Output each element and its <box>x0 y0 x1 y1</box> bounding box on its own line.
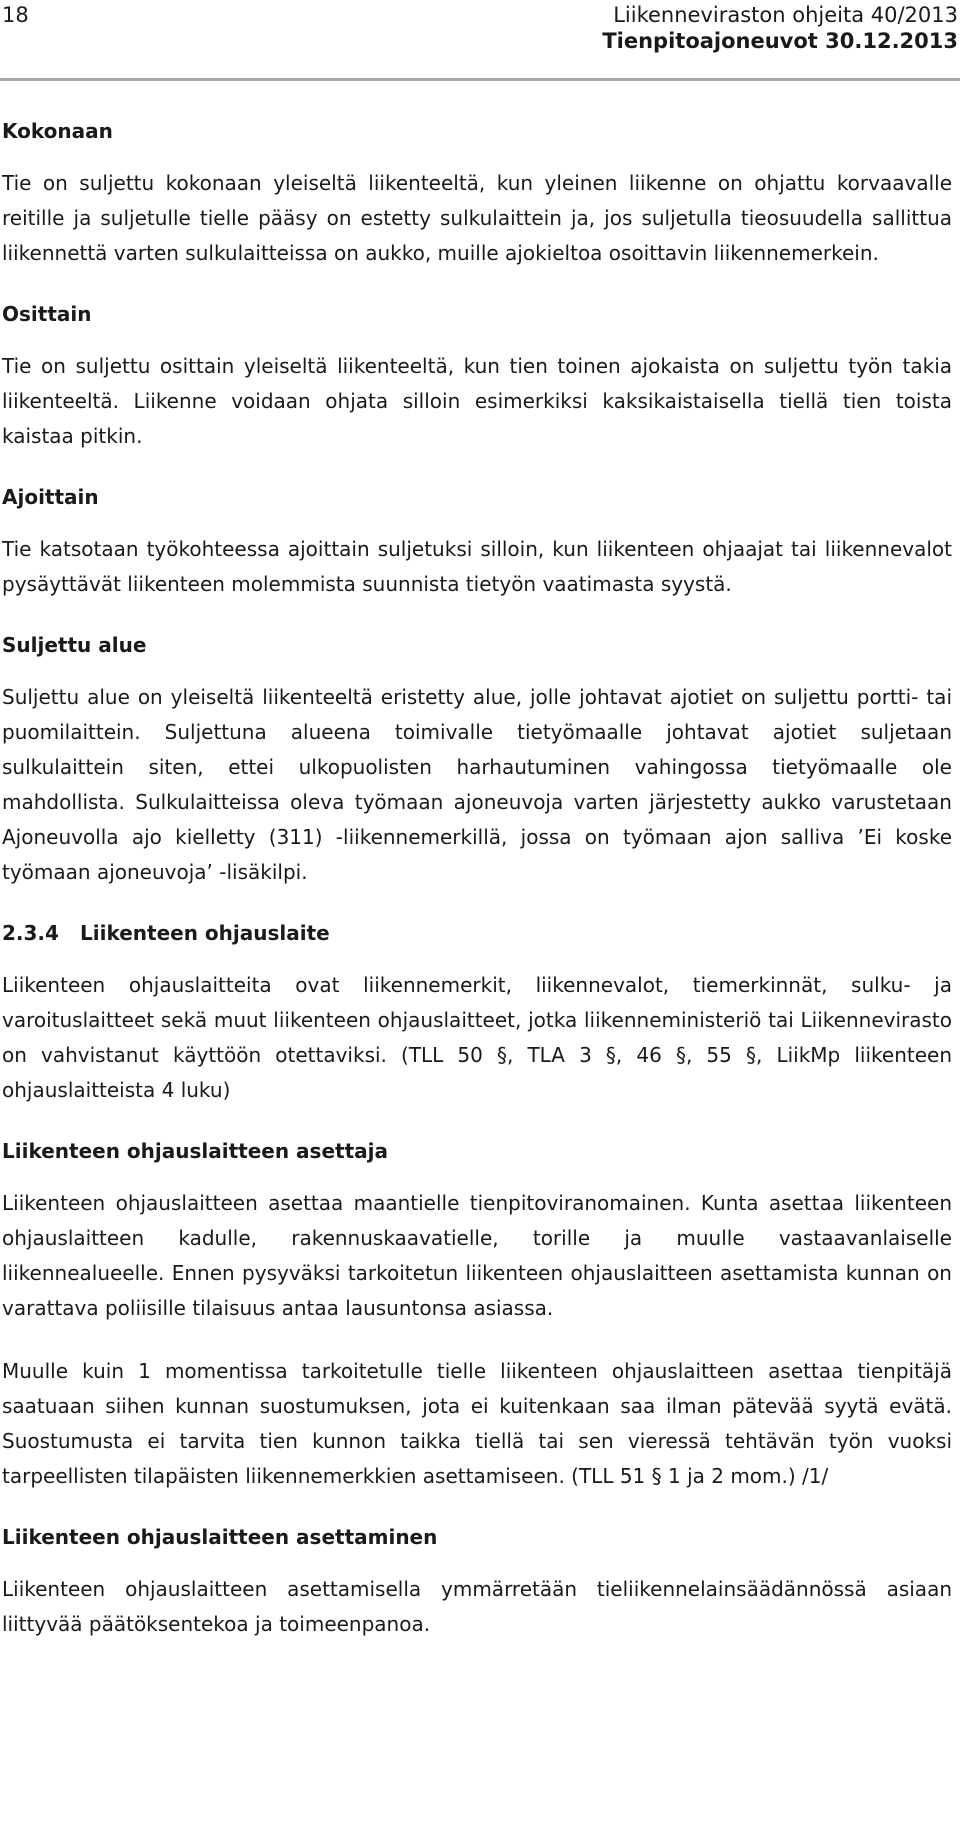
document-title: Tienpitoajoneuvot 30.12.2013 <box>602 29 958 53</box>
paragraph-kokonaan: Tie on suljettu kokonaan yleiseltä liikenteeltä, kun yleinen liikenne on ohjattu korvaavalle reitille ja suljetulle tielle pääsy on estetty sulkulaittein ja, jos suljetulla tieosuudella sallittua liikennettä varten sulkulaitteissa on aukko, muille ajokieltoa osoittavin liikennemerkein. <box>2 171 952 265</box>
paragraph-asettaja-1: Liikenteen ohjauslaitteen asettaa maantielle tienpitoviranomainen. Kunta asettaa liikenteen ohjauslaitteen kadulle, rakennuskaavatielle, torille ja muulle vastaavanlaiselle liikennealueelle. Ennen pysyväksi tarkoitetun liikenteen ohjauslaitteen asettamista kunnan on varattava poliisille tilaisuus antaa lausuntonsa asiassa. <box>2 1191 952 1320</box>
section-heading-2-3-4 <box>2 918 952 948</box>
heading-asettaja: Liikenteen ohjauslaitteen asettaja <box>2 1139 388 1163</box>
paragraph-osittain: Tie on suljettu osittain yleiseltä liikenteeltä, kun tien toinen ajokaista on suljettu työn takia liikenteeltä. Liikenne voidaan ohjata silloin esimerkiksi kaksikaistaisella tiellä tien toista kaistaa pitkin. <box>2 354 952 448</box>
page-number: 18 <box>2 3 29 27</box>
heading-kokonaan: Kokonaan <box>2 119 113 143</box>
header-titles <box>602 2 958 54</box>
publication-title: Liikenneviraston ohjeita 40/2013 <box>613 3 958 27</box>
heading-ajoittain: Ajoittain <box>2 485 99 509</box>
heading-asettaminen: Liikenteen ohjauslaitteen asettaminen <box>2 1525 438 1549</box>
page-header <box>0 0 960 52</box>
section-title: Liikenteen ohjauslaite <box>80 921 330 945</box>
paragraph-ajoittain: Tie katsotaan työkohteessa ajoittain suljetuksi silloin, kun liikenteen ohjaajat tai liikennevalot pysäyttävät liikenteen molemmista suunnista tietyön vaatimasta syystä. <box>2 537 952 596</box>
header-divider <box>0 78 960 81</box>
page-content <box>2 116 952 1670</box>
paragraph-ohjauslaite: Liikenteen ohjauslaitteita ovat liikennemerkit, liikennevalot, tiemerkinnät, sulku- ja varoituslaitteet sekä muut liikenteen ohjauslaitteet, jotka liikenneministeriö tai Liikennevirasto on vahvistanut käyttöön otettaviksi. (TLL 50 §, TLA 3 §, 46 §, 55 §, LiikMp liikenteen ohjauslaitteista 4 luku) <box>2 973 952 1102</box>
section-number: 2.3.4 <box>2 921 59 945</box>
heading-suljettu-alue: Suljettu alue <box>2 633 147 657</box>
paragraph-suljettu-alue: Suljettu alue on yleiseltä liikenteeltä eristetty alue, jolle johtavat ajotiet on suljettu portti- tai puomilaittein. Suljettuna alueena toimivalle tietyömaalle johtavat ajotiet suljetaan sulkulaittein siten, ettei ulkopuolisten harhautuminen vahingossa tietyömaalle ole mahdollista. Sulkulaitteissa oleva työmaan ajoneuvoja varten järjestetty aukko varustetaan Ajoneuvolla ajo kielletty (311) -liikennemerkillä, jossa on työmaan ajon salliva ’Ei koske työmaan ajoneuvoja’ -lisäkilpi. <box>2 685 952 884</box>
paragraph-asettaminen: Liikenteen ohjauslaitteen asettamisella ymmärretään tieliikennelainsäädännössä asiaan liittyvää päätöksentekoa ja toimeenpanoa. <box>2 1577 952 1636</box>
heading-osittain: Osittain <box>2 302 92 326</box>
paragraph-asettaja-2: Muulle kuin 1 momentissa tarkoitetulle tielle liikenteen ohjauslaitteen asettaa tienpitäjä saatuaan siihen kunnan suostumuksen, jota ei kuitenkaan saa ilman pätevää syytä evätä. Suostumusta ei tarvita tien kunnon taikka tiellä tai sen vieressä tehtävän työn vuoksi tarpeellisten tilapäisten liikennemerkkien asettamiseen. (TLL 51 § 1 ja 2 mom.) /1/ <box>2 1359 952 1488</box>
